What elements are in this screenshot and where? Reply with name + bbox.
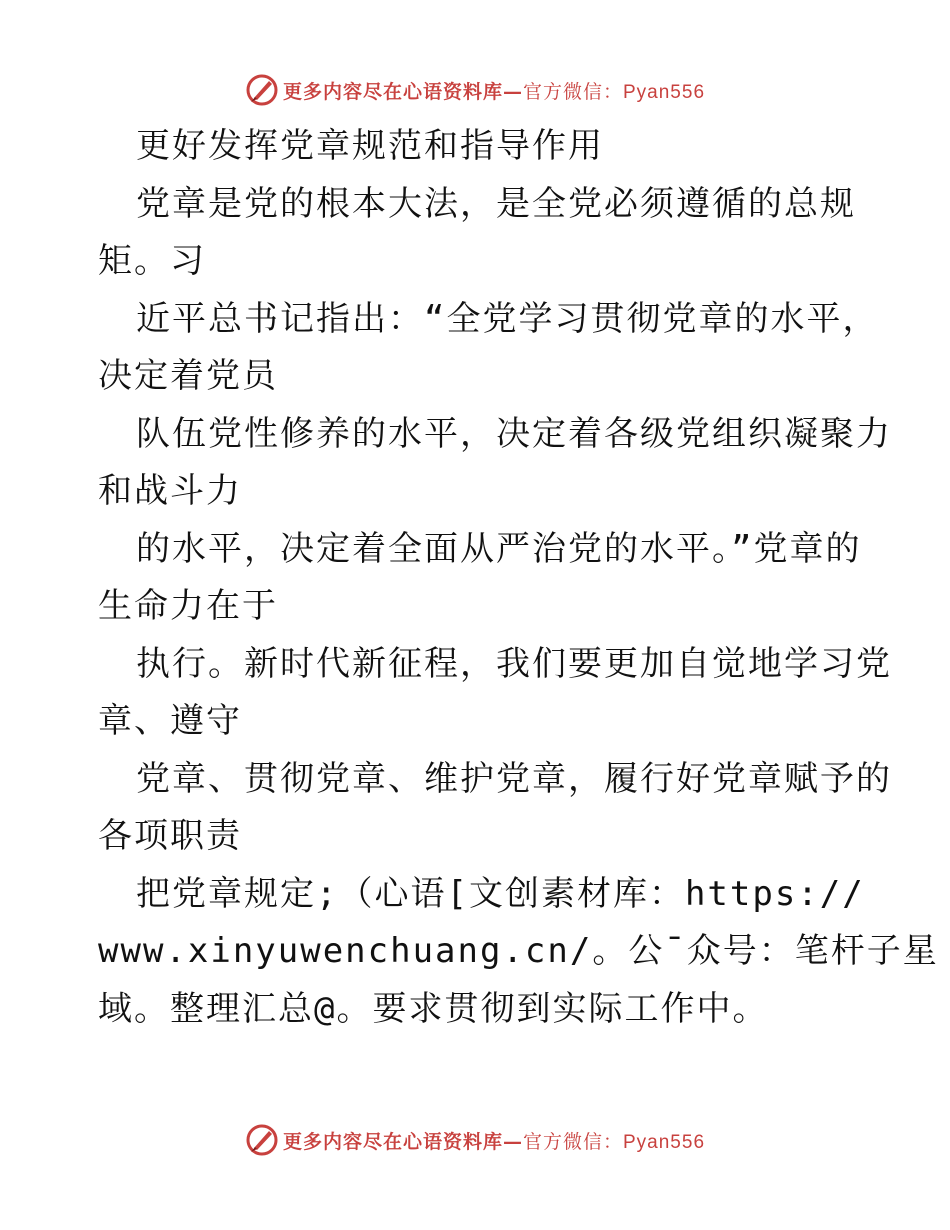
paragraph-line: 和战斗力 xyxy=(98,471,242,511)
paragraph-line: 各项职责 xyxy=(98,816,242,856)
header-banner xyxy=(0,70,950,110)
banner-text: 更多内容尽在心语资料库—官方微信：Pyan556 xyxy=(282,80,706,103)
paragraph-line: 党章、贯彻党章、维护党章，履行好党章赋予的 xyxy=(136,758,892,799)
paragraph-line: www.xinyuwenchuang.cn/。公¯众号：笔杆子星 xyxy=(98,931,939,971)
document-body xyxy=(98,118,939,1038)
paragraph-line: 域。整理汇总@。要求贯彻到实际工作中。 xyxy=(98,988,769,1029)
paragraph-line: 生命力在于 xyxy=(98,586,278,626)
quill-pen-circle-icon xyxy=(245,73,279,107)
paragraph-line: 党章是党的根本大法，是全党必须遵循的总规 xyxy=(136,183,856,224)
paragraph-line: 把党章规定;（心语[文创素材库：https:// xyxy=(136,873,865,914)
paragraph-line: 队伍党性修养的水平，决定着各级党组织凝聚力 xyxy=(136,413,892,454)
quill-pen-circle-icon xyxy=(245,1123,279,1157)
paragraph-line: 近平总书记指出：“全党学习贯彻党章的水平， xyxy=(136,298,879,339)
paragraph-line: 的水平，决定着全面从严治党的水平。”党章的 xyxy=(136,528,862,569)
paragraph-line: 章、遵守 xyxy=(98,701,242,741)
banner-text: 更多内容尽在心语资料库—官方微信：Pyan556 xyxy=(282,1130,706,1153)
paragraph-line: 执行。新时代新征程，我们要更加自觉地学习党 xyxy=(136,643,892,684)
paragraph-line: 决定着党员 xyxy=(98,356,278,396)
footer-banner xyxy=(0,1120,950,1160)
paragraph-line: 更好发挥党章规范和指导作用 xyxy=(136,126,604,166)
paragraph-line: 矩。习 xyxy=(98,241,206,281)
